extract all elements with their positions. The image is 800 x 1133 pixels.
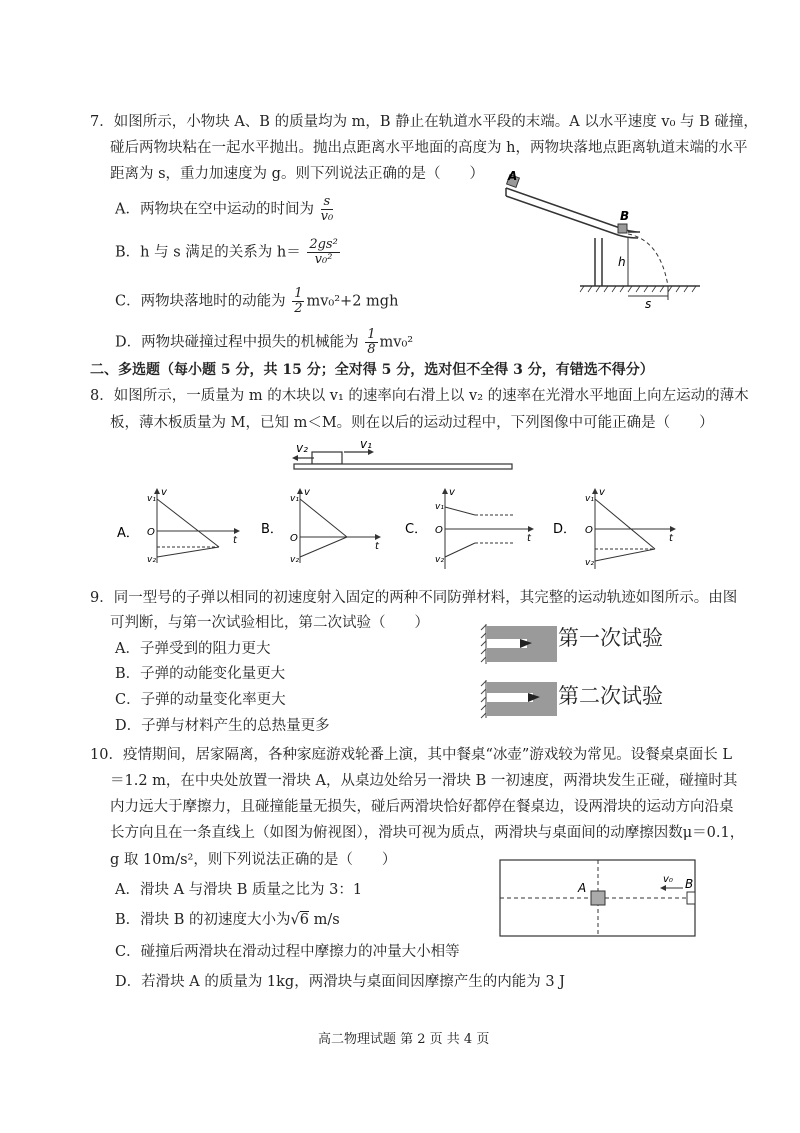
q9-line1: 9．同一型号的子弹以相同的初速度射入固定的两种不同防弹材料，其完整的运动轨迹如图所示。由图	[90, 590, 738, 606]
q10-option-b[interactable]: B．滑块 B 的初速度大小为√6 m/s	[115, 912, 340, 928]
graph-c[interactable]	[405, 487, 533, 569]
q10-option-d[interactable]: D．若滑块 A 的质量为 1kg，两滑块与桌面间因摩擦产生的内能为 3 J	[115, 974, 565, 990]
label-v1: v₁	[360, 437, 372, 451]
svg-text:C．: C．	[405, 522, 428, 537]
q7-line3: 距离为 s，重力加速度为 g。则下列说法正确的是（ ）	[110, 166, 484, 182]
fraction: $\frac{1}{2}$	[294, 286, 303, 316]
slider-a	[591, 891, 605, 905]
q7-option-a[interactable]: A．两物块在空中运动的时间为 $\frac{s}{\text{v₀}}$	[115, 194, 334, 224]
q9-line2: 可判断，与第一次试验相比，第二次试验（ ）	[110, 615, 429, 631]
q9-option-a[interactable]: A．子弹受到的阻力更大	[115, 641, 271, 657]
q7-line2: 碰后两物块粘在一起水平抛出。抛出点距离水平地面的高度为 h，两物块落地点距离轨道末端的水平	[110, 140, 748, 156]
svg-text:v₁: v₁	[585, 494, 594, 504]
q10-line2: ＝1.2 m，在中央处放置一滑块 A，从桌边处给另一滑块 B 一初速度，两滑块发生正碰，碰撞时其	[110, 773, 738, 789]
svg-text:O: O	[585, 525, 593, 536]
svg-text:t: t	[669, 533, 673, 544]
graph-b[interactable]	[261, 487, 380, 565]
q7-option-b[interactable]: B．h 与 s 满足的关系为 h＝ $\frac{\text{2gs²}}{\text{v₀²}}$	[115, 237, 338, 267]
svg-text:v₂: v₂	[435, 555, 444, 565]
svg-text:D．: D．	[553, 522, 577, 537]
svg-text:v: v	[599, 487, 605, 498]
q10-line5: g 取 10m/s²，则下列说法正确的是（ ）	[110, 852, 397, 868]
exp2-label: 第二次试验	[558, 684, 663, 708]
label-s: s	[645, 297, 652, 311]
q10-line4: 长方向且在一条直线上（如图为俯视图），滑块可视为质点，两滑块与桌面间的动摩擦因数μ＝0.1，	[110, 825, 745, 841]
block-b	[618, 224, 627, 233]
board	[294, 464, 512, 469]
slider-b	[687, 892, 695, 904]
svg-text:v₂: v₂	[147, 555, 156, 565]
svg-text:v: v	[304, 487, 310, 498]
q7-figure	[500, 168, 715, 313]
q7-option-c[interactable]: C．两物块落地时的动能为 $\frac{1}{2}$ mv₀²+2 mgh	[115, 286, 399, 316]
q10-option-c[interactable]: C．碰撞后两滑块在滑动过程中摩擦力的冲量大小相等	[115, 944, 460, 960]
label-b: B	[620, 209, 630, 223]
svg-text:v₂: v₂	[290, 555, 299, 565]
svg-text:v₂: v₂	[585, 558, 594, 568]
exp1-label: 第一次试验	[558, 626, 663, 650]
label-h: h	[618, 255, 626, 269]
label-a: A	[578, 881, 587, 895]
svg-text:v: v	[161, 487, 167, 498]
q10-figure	[498, 858, 698, 938]
section-heading: 二、多选题（每小题 5 分，共 15 分；全对得 5 分，选对但不全得 3 分，有错选不得分）	[90, 362, 654, 378]
q7-line1: 7．如图所示，小物块 A、B 的质量均为 m，B 静止在轨道水平段的末端。A 以水平速度 v₀ 与 B 碰撞，	[90, 114, 758, 130]
bullet-track-2	[487, 693, 533, 702]
svg-text:t: t	[527, 533, 531, 544]
q8-line1: 8．如图所示，一质量为 m 的木块以 v₁ 的速率向右滑上以 v₂ 的速率在光滑水平地面上向左运动的薄木	[90, 388, 749, 404]
q9-option-d[interactable]: D．子弹与材料产生的总热量更多	[115, 718, 330, 734]
q8-graphs	[115, 485, 755, 570]
label-a: A	[508, 169, 518, 183]
q9-option-c[interactable]: C．子弹的动量变化率更大	[115, 692, 286, 708]
graph-d[interactable]	[553, 487, 675, 569]
q8-line2: 板，薄木板质量为 M，已知 m＜M。则在以后的运动过程中，下列图像中可能正确是（ ）	[110, 415, 714, 431]
svg-text:t: t	[375, 541, 379, 552]
graph-a[interactable]	[117, 487, 239, 565]
fraction: $\frac{s}{\text{v₀}}$	[320, 194, 334, 224]
fraction: $\frac{1}{8}$	[367, 327, 376, 357]
label-v2: v₂	[296, 441, 308, 455]
svg-text:O: O	[147, 527, 155, 538]
fraction: $\frac{\text{2gs²}}{\text{v₀²}}$	[309, 237, 338, 267]
svg-text:O: O	[435, 525, 443, 536]
q10-line3: 内力远大于摩擦力，且碰撞能量无损失，碰后两滑块恰好都停在餐桌边，设两滑块的运动方向沿桌	[110, 799, 734, 815]
block	[312, 452, 342, 464]
q7-option-d[interactable]: D．两物块碰撞过程中损失的机械能为 $\frac{1}{8}$ mv₀²	[115, 327, 414, 357]
label-b: B	[685, 877, 694, 891]
label-v0: v₀	[663, 874, 673, 885]
svg-text:v₁: v₁	[290, 494, 299, 504]
q10-option-a[interactable]: A．滑块 A 与滑块 B 质量之比为 3：1	[115, 882, 363, 898]
q9-option-b[interactable]: B．子弹的动能变化量更大	[115, 666, 286, 682]
svg-text:v₁: v₁	[435, 502, 444, 512]
svg-text:v: v	[449, 487, 455, 498]
page-footer: 高二物理试题 第 2 页 共 4 页	[318, 1032, 490, 1047]
svg-text:B．: B．	[261, 522, 283, 537]
q8-figure	[282, 436, 517, 472]
svg-text:v₁: v₁	[147, 494, 156, 504]
svg-text:O: O	[290, 533, 298, 544]
q10-line1: 10．疫情期间，居家隔离，各种家庭游戏轮番上演，其中餐桌“冰壶”游戏较为常见。设餐桌桌面长 L	[90, 747, 733, 763]
svg-text:A．: A．	[117, 526, 139, 541]
svg-text:t: t	[233, 535, 237, 546]
